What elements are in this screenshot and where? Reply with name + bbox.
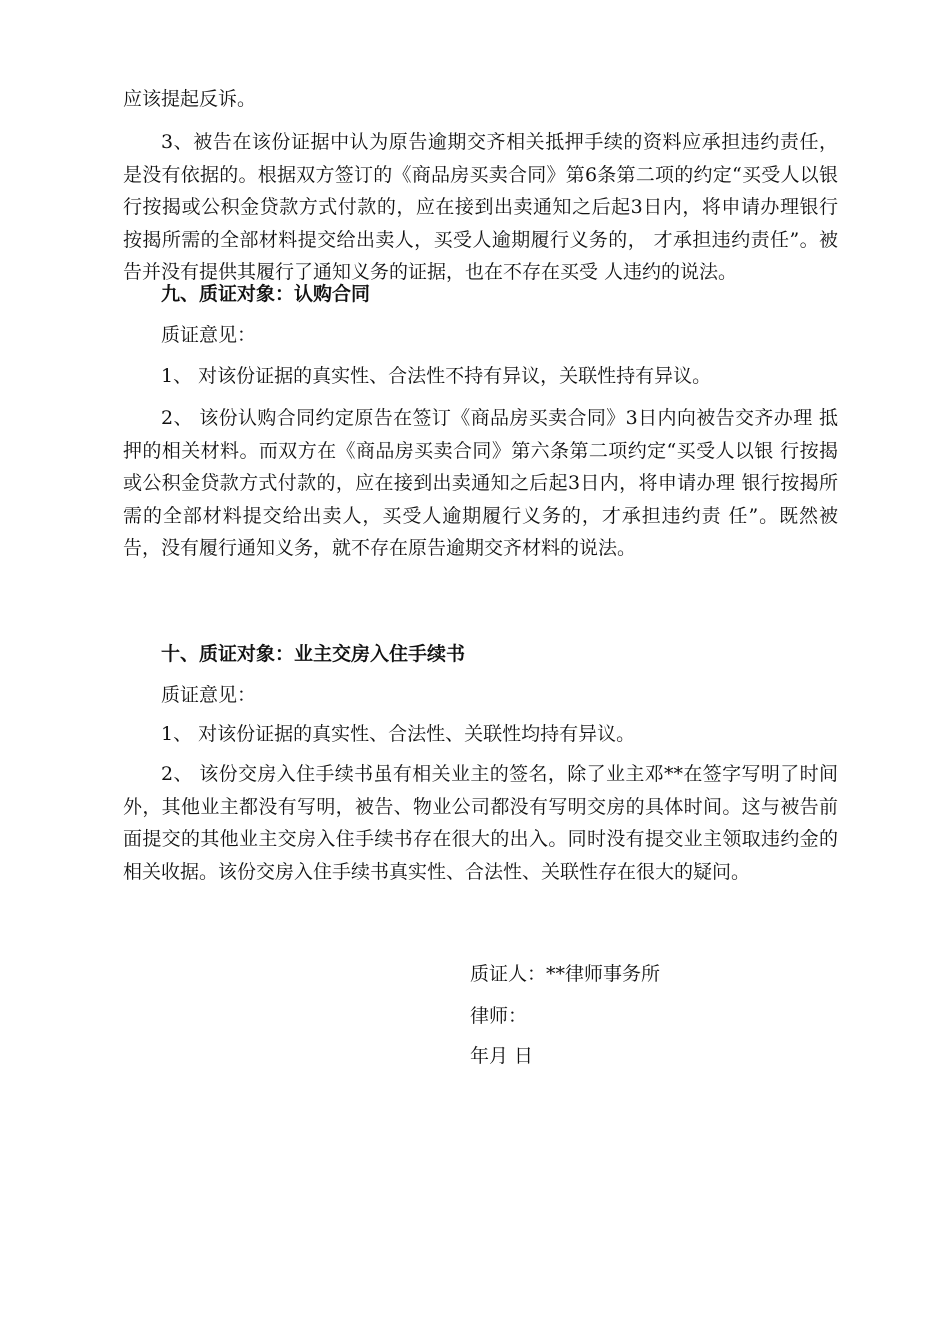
paragraph-10-point-1: 1、 对该份证据的真实性、合法性、关联性均持有异议。 xyxy=(161,723,636,745)
paragraph-9-point-1: 1、 对该份证据的真实性、合法性不持有异议，关联性持有异议。 xyxy=(161,365,712,387)
section-heading-10: 十、质证对象：业主交房入住手续书 xyxy=(161,643,466,665)
paragraph-point-3: 3、被告在该份证据中认为原告逾期交齐相关抵押手续的资料应承担违约责任，是没有依据的。根据双方签订的《商品房买卖合同》第6条第二项的约定“买受人以银行按揭或公积金贷款方式付款的，应在接到出卖通知之后起3日内，将申请办理银行按揭所需的全部材料提交给出卖人，买受人逾期履行义务的， 才承担违约责任”。被告并没有提供其履行了通知义务的证据，也在不存在买受 人违约的说法。 xyxy=(123,131,838,283)
signature-date: 年月 日 xyxy=(470,1045,534,1067)
paragraph-9-point-2: 2、 该份认购合同约定原告在签订《商品房买卖合同》3日内向被告交齐办理 抵押的相关材料。而双方在《商品房买卖合同》第六条第二项约定“买受人以银 行按揭或公积金贷款方式付款的，应在接到出卖通知之后起3日内，将申请办理 银行按揭所需的全部材料提交给出卖人，买受人逾期履行义务的，才承担违约责 任”。既然被告，没有履行通知义务，就不存在原告逾期交齐材料的说法。 xyxy=(123,407,838,559)
signature-witness: 质证人：**律师事务所 xyxy=(470,963,661,985)
signature-lawyer: 律师： xyxy=(470,1005,528,1027)
paragraph-opinion-label-9: 质证意见： xyxy=(161,324,257,346)
paragraph-opinion-label-10: 质证意见： xyxy=(161,684,257,706)
paragraph-10-point-2: 2、 该份交房入住手续书虽有相关业主的签名，除了业主邓**在签字写明了时间外，其他业主都没有写明，被告、物业公司都没有写明交房的具体时间。这与被告前面提交的其他业主交房入住手续书存在很大的出入。同时没有提交业主领取违约金的相关收据。该份交房入住手续书真实性、合法性、关联性存在很大的疑问。 xyxy=(123,763,838,883)
paragraph-counterclaim-ending: 应该提起反诉。 xyxy=(123,88,257,110)
section-heading-9: 九、质证对象：认购合同 xyxy=(161,283,371,305)
